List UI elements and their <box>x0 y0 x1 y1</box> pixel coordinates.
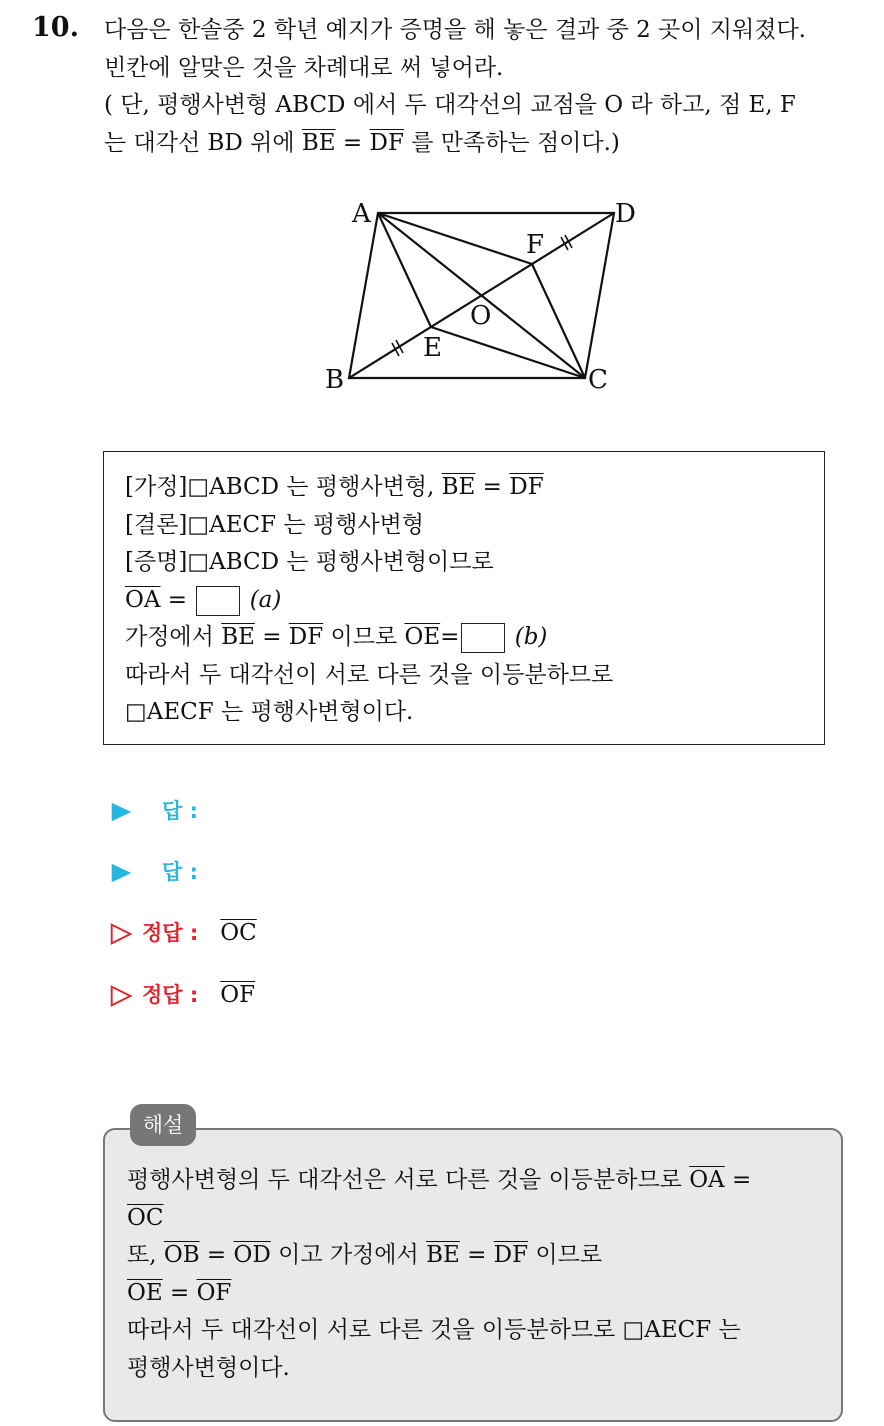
label-f: F <box>526 230 545 260</box>
blank-a[interactable] <box>196 586 240 616</box>
label-d: D <box>615 199 636 229</box>
segment-be: $\overline{BE}$ <box>301 129 336 156</box>
question-number: 10. <box>32 12 79 43</box>
filled-triangle-icon <box>110 800 132 824</box>
explanation-line-1: 평행사변형의 두 대각선은 서로 다른 것을 이등분하므로 $\overline{OA}$ = <box>127 1167 752 1193</box>
proof-line-4: $\overline{OA} = (a)$ <box>125 582 613 620</box>
correct-answer-value: $\overline{OF}$ <box>220 982 256 1008</box>
segment-af <box>378 213 532 264</box>
question-line-2: 빈칸에 알맞은 것을 차례대로 써 넣어라. <box>104 54 504 81</box>
proof-line-5: 가정에서 $\overline{BE} = \overline{DF}$ 이므로 $\overline{OE}= (b)$ <box>125 619 613 657</box>
answer-row-2[interactable] <box>110 852 198 892</box>
correct-answer-row-2 <box>110 975 255 1015</box>
parallelogram-figure <box>310 190 650 400</box>
explanation-tab: 해설 <box>130 1104 196 1146</box>
explanation-line-5: 따라서 두 대각선이 서로 다른 것을 이등분하므로 □AECF 는 <box>127 1317 741 1343</box>
proof-line-6: 따라서 두 대각선이 서로 다른 것을 이등분하므로 <box>125 661 614 688</box>
segment-ae <box>378 213 431 327</box>
answer-row-1[interactable] <box>110 791 198 831</box>
correct-answer-label: 정답 : <box>142 983 199 1007</box>
answer-label: 답 : <box>162 860 198 884</box>
outline-triangle-icon <box>110 921 132 947</box>
correct-answer-row-1 <box>110 913 257 953</box>
explanation-line-3: 또, $\overline{OB} = \overline{OD}$ 이고 가정에서 $\overline{BE} = \overline{DF}$ 이므로 <box>127 1242 603 1268</box>
outline-triangle-icon <box>110 983 132 1009</box>
segment-ec <box>431 327 585 378</box>
answer-label: 답 : <box>162 799 198 823</box>
correct-answer-value: $\overline{OC}$ <box>220 920 257 946</box>
question-text <box>104 12 874 162</box>
question-line-4: 는 대각선 BD 위에 $\overline{BE} = \overline{DF}$ 를 만족하는 점이다.) <box>104 129 620 156</box>
blank-b[interactable] <box>461 623 505 653</box>
proof-line-1: [가정]□ABCD 는 평행사변형, $\overline{BE} = \overline{DF}$ <box>125 474 544 500</box>
label-c: C <box>588 365 608 395</box>
label-o: O <box>470 301 492 331</box>
explanation-line-4: $\overline{OE} = \overline{OF}$ <box>127 1279 232 1306</box>
explanation-box <box>103 1128 843 1422</box>
label-e: E <box>423 333 442 363</box>
proof-line-3: [증명]□ABCD 는 평행사변형이므로 <box>125 549 494 575</box>
explanation-line-6: 평행사변형이다. <box>127 1354 290 1381</box>
correct-answer-label: 정답 : <box>142 921 199 945</box>
filled-triangle-icon <box>110 861 132 885</box>
question-line-1: 다음은 한솔중 2 학년 예지가 증명을 해 놓은 결과 중 2 곳이 지워졌다. <box>104 17 806 43</box>
proof-line-7: □AECF 는 평행사변형이다. <box>125 699 414 725</box>
proof-line-2: [결론]□AECF 는 평행사변형 <box>125 511 424 538</box>
explanation-line-2: $\overline{OC}$ <box>127 1204 164 1231</box>
proof-box <box>103 451 825 745</box>
segment-fc <box>532 264 585 378</box>
label-a: A <box>352 199 371 229</box>
label-b: B <box>325 365 345 395</box>
question-line-3: ( 단, 평행사변형 ABCD 에서 두 대각선의 교점을 O 라 하고, 점 E, F <box>104 92 796 118</box>
segment-df: $\overline{DF}$ <box>369 129 404 156</box>
